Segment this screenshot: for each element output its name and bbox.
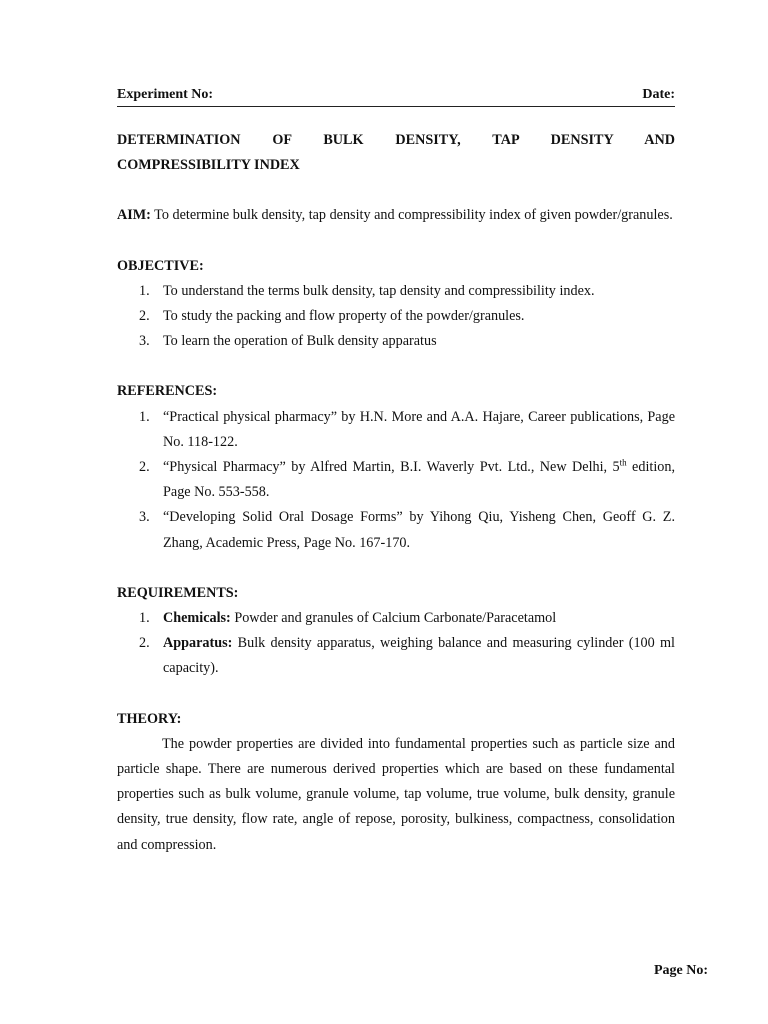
aim-text: To determine bulk density, tap density and compressibility index of given powder/granules. [150,207,673,224]
title-line-1: DETERMINATION OF BULK DENSITY, TAP DENSITY AND [117,132,675,148]
page-number-label: Page No: [654,963,709,978]
aim-label: AIM: [117,207,151,224]
list-item: 2. Apparatus: Bulk density apparatus, weighing balance and measuring cylinder (100 ml capacity). [139,635,675,677]
chemicals-label: Chemicals: [163,610,231,627]
references-list [117,405,675,556]
superscript: th [619,457,627,468]
document-body [117,128,675,858]
apparatus-label: Apparatus: [163,635,233,652]
experiment-number-label: Experiment No: [117,87,214,102]
requirements-heading: REQUIREMENTS: [117,584,239,601]
list-item: 3. “Developing Solid Oral Dosage Forms” by Yihong Qiu, Yisheng Chen, Geoff G. Z. Zhang, Academic Press, Page No. 167-170. [139,509,675,551]
title-line-2: COMPRESSIBILITY INDEX [117,157,300,174]
references-heading: REFERENCES: [117,383,218,400]
objective-heading: OBJECTIVE: [117,257,204,274]
aim-paragraph [117,203,675,228]
theory-paragraph: The powder properties are divided into fundamental properties such as particle size and particle shape. There are numerous derived properties which are based on these fundamental properties such as bulk volume, granule volume, tap volume, true volume, bulk density, granule density, true density, flow rate, angle of repose, porosity, bulkiness, compactness, consolidation and compression. [117,735,675,853]
list-item: 2. “Physical Pharmacy” by Alfred Martin, B.I. Waverly Pvt. Ltd., New Delhi, 5th edition, Page No. 553-558. [139,457,676,501]
objective-list [117,279,675,355]
theory-heading: THEORY: [117,710,182,727]
list-item: 1. Chemicals: Powder and granules of Calcium Carbonate/Paracetamol [139,610,557,627]
requirements-list [117,606,675,682]
date-label: Date: [642,87,675,102]
list-item: 3. To learn the operation of Bulk density apparatus [139,333,437,350]
list-item: 1. To understand the terms bulk density, tap density and compressibility index. [139,282,595,299]
page-header [117,87,675,107]
list-item: 2. To study the packing and flow property of the powder/granules. [139,308,525,325]
document-title [117,128,675,178]
list-item: 1. “Practical physical pharmacy” by H.N. More and A.A. Hajare, Career publications, Page No. 118-122. [139,408,675,450]
